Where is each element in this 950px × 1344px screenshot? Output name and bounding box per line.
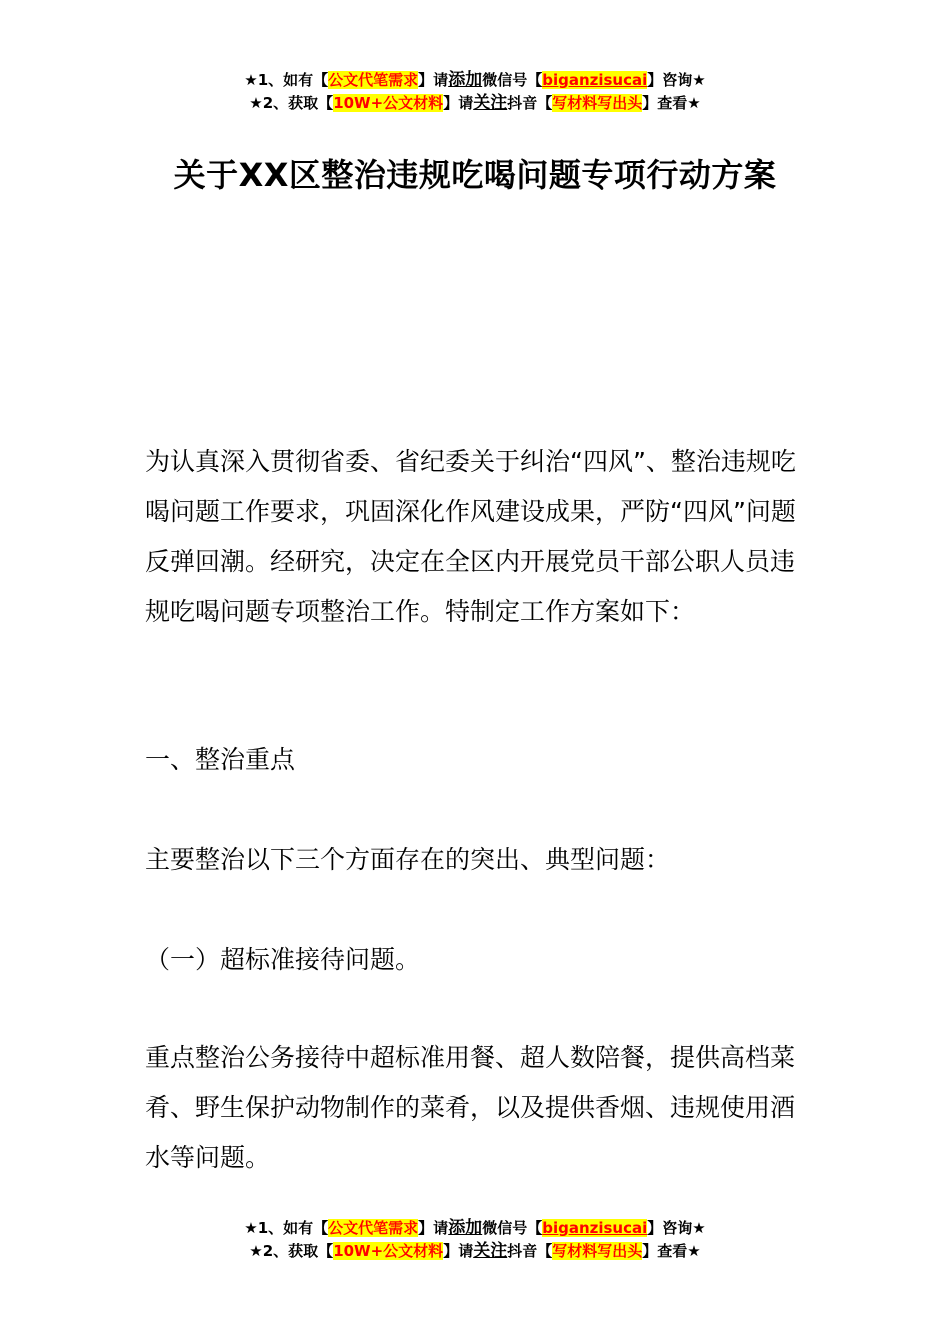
douyin-account-highlight: 写材料写出头 — [552, 1242, 643, 1260]
banner-line-2 — [0, 1240, 950, 1263]
banner-text: 微信号【 — [482, 1219, 543, 1237]
footer-banner — [0, 1217, 950, 1263]
banner-emphasis: 添加 — [448, 1218, 483, 1238]
document-title: 关于XX区整治违规吃喝问题专项行动方案 — [173, 156, 777, 194]
banner-emphasis: 关注 — [473, 93, 508, 113]
header-banner — [0, 69, 950, 115]
highlight-service: 公文代笔需求 — [328, 71, 419, 89]
banner-text: 】查看★ — [642, 1242, 701, 1260]
section-heading: 一、整治重点 — [145, 745, 296, 774]
banner-text: 】查看★ — [642, 94, 701, 112]
banner-emphasis: 关注 — [473, 1241, 508, 1261]
banner-line-1 — [0, 69, 950, 92]
banner-text: 】请 — [443, 94, 474, 112]
banner-text: ★1、如有【 — [244, 71, 329, 89]
banner-emphasis: 添加 — [448, 70, 483, 90]
banner-line-1 — [0, 1217, 950, 1240]
banner-text: ★2、获取【 — [249, 1242, 334, 1260]
banner-text: ★2、获取【 — [249, 94, 334, 112]
douyin-account-highlight: 写材料写出头 — [552, 94, 643, 112]
banner-text: 抖音【 — [507, 94, 553, 112]
body-paragraph: 重点整治公务接待中超标准用餐、超人数陪餐，提供高档菜肴、野生保护动物制作的菜肴，以及提供香烟、违规使用酒水等问题。 — [145, 1043, 796, 1172]
highlight-materials: 10W+公文材料 — [333, 94, 444, 112]
banner-text: 抖音【 — [507, 1242, 553, 1260]
banner-text: 微信号【 — [482, 71, 543, 89]
banner-text: ★1、如有【 — [244, 1219, 329, 1237]
intro-paragraph: 为认真深入贯彻省委、省纪委关于纠治“四风”、整治违规吃喝问题工作要求，巩固深化作风建设成果，严防“四风”问题反弹回潮。经研究，决定在全区内开展党员干部公职人员违规吃喝问题专项整治工作。特制定工作方案如下： — [145, 447, 796, 626]
highlight-service: 公文代笔需求 — [328, 1219, 419, 1237]
body-paragraph: 主要整治以下三个方面存在的突出、典型问题： — [145, 845, 671, 874]
wechat-id-link[interactable]: biganzisucai — [542, 1219, 648, 1237]
subsection-heading: （一）超标准接待问题。 — [145, 945, 421, 974]
banner-text: 】请 — [443, 1242, 474, 1260]
banner-text: 】咨询★ — [647, 1219, 706, 1237]
banner-line-2 — [0, 92, 950, 115]
banner-text: 】咨询★ — [647, 71, 706, 89]
wechat-id-link[interactable]: biganzisucai — [542, 71, 648, 89]
banner-text: 】请 — [418, 71, 449, 89]
banner-text: 】请 — [418, 1219, 449, 1237]
highlight-materials: 10W+公文材料 — [333, 1242, 444, 1260]
